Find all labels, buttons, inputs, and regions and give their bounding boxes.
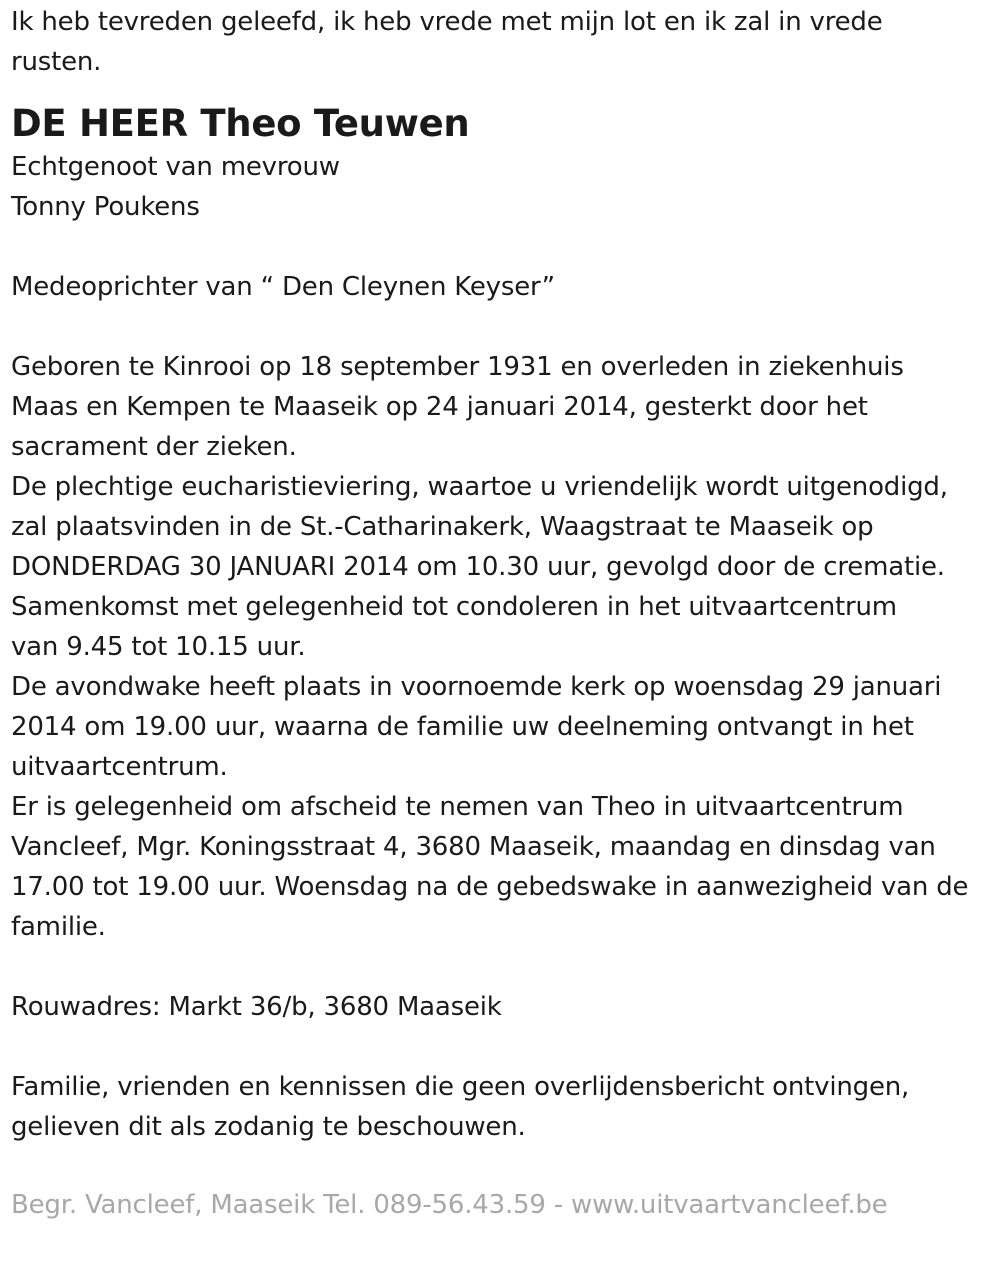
details-line: 17.00 tot 19.00 uur. Woensdag na de gebedswake in aanwezigheid van de bbox=[11, 872, 969, 902]
motto-line: rusten. bbox=[11, 47, 102, 77]
details-line: De plechtige eucharistieviering, waartoe u vriendelijk wordt uitgenodigd, bbox=[11, 472, 948, 502]
cofounder-line: Medeoprichter van “ Den Cleynen Keyser” bbox=[11, 272, 555, 302]
details-block bbox=[11, 347, 991, 947]
details-line: uitvaartcentrum. bbox=[11, 752, 228, 782]
spouse-line: Echtgenoot van mevrouw bbox=[11, 152, 340, 182]
details-line: van 9.45 tot 10.15 uur. bbox=[11, 632, 306, 662]
details-line: Maas en Kempen te Maaseik op 24 januari 2014, gesterkt door het bbox=[11, 392, 868, 422]
details-line: Geboren te Kinrooi op 18 september 1931 en overleden in ziekenhuis bbox=[11, 352, 904, 382]
closing-block bbox=[11, 1067, 991, 1147]
details-line: sacrament der zieken. bbox=[11, 432, 297, 462]
obituary-notice bbox=[11, 2, 991, 1225]
motto bbox=[11, 2, 991, 82]
mourning-address: Rouwadres: Markt 36/b, 3680 Maaseik bbox=[11, 992, 502, 1022]
funeral-home-footer: Begr. Vancleef, Maaseik Tel. 089-56.43.59 - www.uitvaartvancleef.be bbox=[11, 1190, 888, 1220]
details-line: DONDERDAG 30 JANUARI 2014 om 10.30 uur, gevolgd door de crematie. bbox=[11, 552, 945, 582]
spouse-block bbox=[11, 147, 991, 227]
closing-line: Familie, vrienden en kennissen die geen overlijdensbericht ontvingen, bbox=[11, 1072, 910, 1102]
details-line: Samenkomst met gelegenheid tot condoleren in het uitvaartcentrum bbox=[11, 592, 897, 622]
details-line: Vancleef, Mgr. Koningsstraat 4, 3680 Maaseik, maandag en dinsdag van bbox=[11, 832, 936, 862]
closing-line: gelieven dit als zodanig te beschouwen. bbox=[11, 1112, 526, 1142]
details-line: 2014 om 19.00 uur, waarna de familie uw deelneming ontvangt in het bbox=[11, 712, 914, 742]
details-line: zal plaatsvinden in de St.-Catharinakerk, Waagstraat te Maaseik op bbox=[11, 512, 874, 542]
deceased-name: DE HEER Theo Teuwen bbox=[11, 102, 470, 145]
details-line: familie. bbox=[11, 912, 106, 942]
details-line: Er is gelegenheid om afscheid te nemen van Theo in uitvaartcentrum bbox=[11, 792, 904, 822]
motto-line: Ik heb tevreden geleefd, ik heb vrede met mijn lot en ik zal in vrede bbox=[11, 7, 883, 37]
details-line: De avondwake heeft plaats in voornoemde kerk op woensdag 29 januari bbox=[11, 672, 942, 702]
spouse-line: Tonny Poukens bbox=[11, 192, 200, 222]
